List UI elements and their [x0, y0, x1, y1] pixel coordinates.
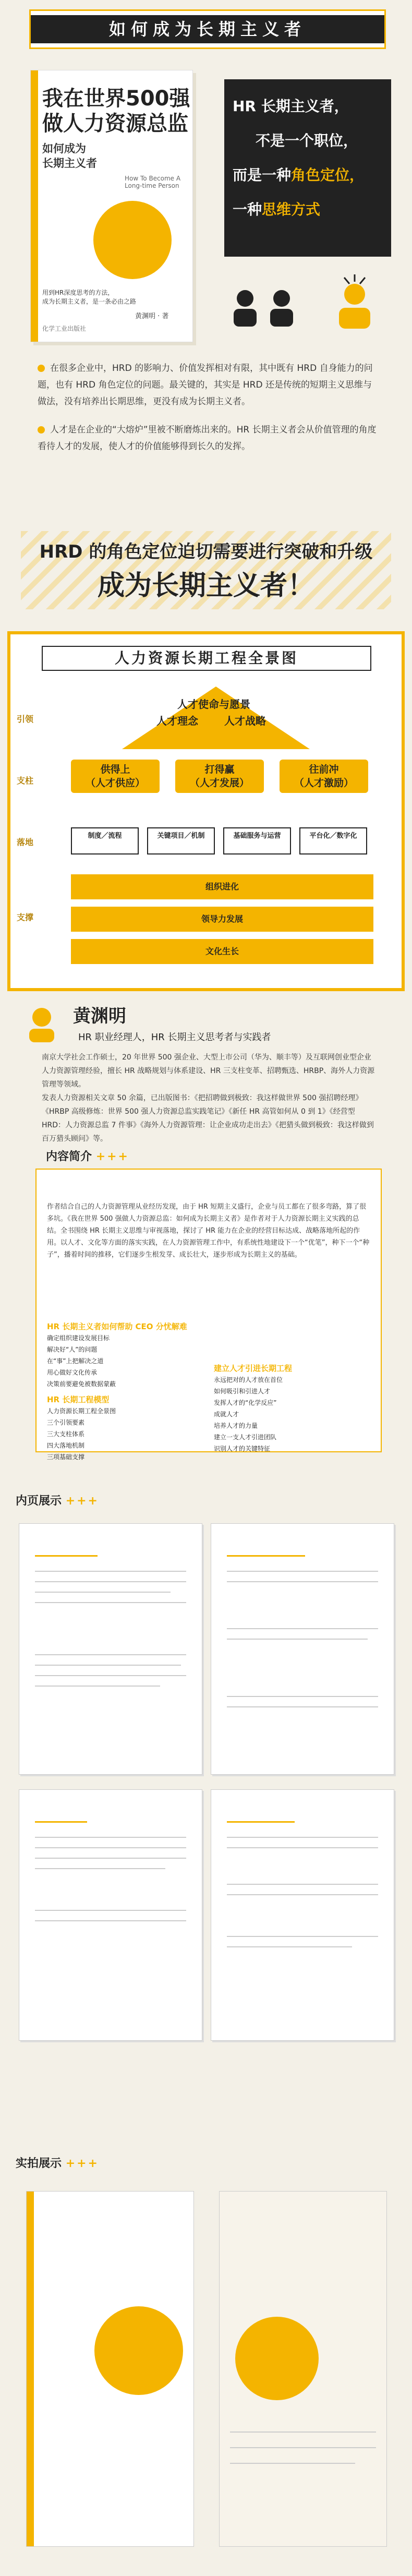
- book-press: 化学工业出版社: [42, 325, 87, 332]
- bullet-icon: [38, 365, 45, 372]
- photo-book-open: [219, 2191, 387, 2547]
- preview-page-1: [19, 1523, 202, 1775]
- pillar-supply: 供得上 （人才供应）: [71, 760, 160, 793]
- photos-head: 实拍展示 +++: [16, 2157, 99, 2170]
- pillar-develop: 打得赢 （人才发展）: [175, 760, 264, 793]
- triangle-item-2: 人才理念: [156, 715, 198, 727]
- ground-item-1: 制度／流程: [71, 827, 139, 854]
- pillar-motivate: 往前冲 （人才激励）: [280, 760, 368, 793]
- author-avatar-icon: [21, 1002, 63, 1043]
- person-idea-icon: [323, 272, 386, 335]
- intro-paragraph-2: 人才是在企业的“大熔炉”里被不断磨炼出来的。HR 长期主义者会从价值管理的角度看待人才的发展，使人才的价值能够得到长久的发挥。: [38, 425, 377, 452]
- author-section: [21, 1002, 391, 1143]
- label-support: 支撑: [17, 912, 34, 922]
- content-head: 内容简介 +++: [46, 1150, 129, 1163]
- preview-page-3: [19, 1789, 202, 2041]
- hero-section: [0, 58, 412, 351]
- support-bar-3: 文化生长: [71, 939, 373, 964]
- diagram-title: 人力资源长期工程全景图: [42, 646, 371, 671]
- label-pillar: 支柱: [17, 776, 34, 786]
- bullet-icon: [38, 426, 45, 434]
- label-ground: 落地: [17, 837, 34, 847]
- author-name: 黄渊明: [73, 1006, 126, 1027]
- title-banner: [29, 9, 386, 49]
- list-right: 建立人才引进长期工程 永远把对的人才放在首位 如何吸引和引进人才 发挥人才的“化学反应” 成就人才 培养人才的力量 建立一支人才引进团队 识别人才的关键特征: [214, 1364, 293, 1452]
- ground-item-2: 关键项目／机制: [147, 827, 215, 854]
- photo-book-front: [26, 2191, 194, 2547]
- preview-page-4: [211, 1789, 394, 2041]
- book-english-title: How To Become A Long-time Person: [125, 175, 181, 189]
- banner-title: 如何成为长期主义者: [31, 15, 384, 43]
- book-spine: [31, 70, 38, 342]
- support-bar-2: 领导力发展: [71, 907, 373, 932]
- position-line-3: 而是一种角色定位，: [233, 166, 365, 184]
- position-statement: [224, 79, 391, 257]
- label-lead: 引领: [17, 714, 34, 724]
- preview-page-2: [211, 1523, 394, 1775]
- preview-head: 内页展示 +++: [16, 1494, 99, 1508]
- support-bar-1: 组织进化: [71, 874, 373, 899]
- position-line-4: 一种思维方式: [233, 201, 321, 218]
- cover-circle-graphic: [93, 201, 172, 279]
- book-title: 我在世界500强 做人力资源总监: [42, 87, 190, 136]
- author-role: HR 职业经理人，HR 长期主义思考者与实践者: [78, 1032, 271, 1043]
- book-blurb: 用到HR深度思考的方法， 成为长期主义者，是一条必由之路: [42, 289, 137, 305]
- content-text: 作者结合自己的人力资源管理从业经历发现，由于 HR 短期主义盛行，企业与员工都在了很多弯路，算了很多坑。《我在世界 500 强做人力资源总监：如何成为长期主义者》是作者对于人力资源长期主义实践的总结。全书围绕 HR 长期主义思维与审视落地，探讨了 HR 能力在企业的经营目标达成、战略落地所起的作用。以人才、文化等方面的落实实践，在人力资源管理工作中，有系统性地建设下一个“优笔”，种下一个“种子”，播着时间的推移，它们逐步生根发芽、成长壮大，逐步形成为长期主义的基础。: [47, 1203, 370, 1259]
- author-bio: 南京大学社会工作硕士，20 年世界 500 强企业、大型上市公司（华为、顺丰等）及互联网创业型企业人力资源管理经验，擅长 HR 战略规划与体系建设、HR 三支柱变革、招聘甄选、HRBP、海外人力资源管理等领域。 发表人力资源相关文章 50 余篇，已出版图书：《把招聘做到极致：我这样做世界 500 强招聘经理》《HRBP 高级修炼：世界 500 强人力资源总监实践笔记》《新任 HR 高管如何从 0 到 1》《经营型 HRD：人力资源总监 7 件事》《海外人力资源管理：让企业成功走出去》《把猎头做到极致：我这样做到百万猎头顾问》等。: [42, 1053, 375, 1143]
- book-cover: [30, 70, 193, 342]
- triangle-item-1: 人才使命与愿景: [177, 698, 250, 711]
- position-line-1: HR 长期主义者，: [233, 98, 349, 115]
- content-intro-section: [15, 1148, 397, 1461]
- triangle-item-3: 人才战略: [224, 715, 266, 727]
- intro-section: [38, 360, 380, 466]
- panorama-diagram: [7, 631, 405, 991]
- content-card: [35, 1169, 382, 1461]
- slogan-line-2: 成为长期主义者！: [97, 570, 314, 601]
- intro-paragraph-1: 在很多企业中，HRD 的影响力、价值发挥相对有限，其中既有 HRD 自身能力的问题，也有 HRD 角色定位的问题。最关键的，其实是 HRD 还是传统的短期主义思维与做法，没有培养出长期思维，更没有成为长期主义者。: [38, 363, 373, 407]
- team-people-icon: [224, 278, 302, 335]
- ground-item-3: 基础服务与运营: [223, 827, 291, 854]
- list-left: HR 长期主义者如何帮助 CEO 分忧解难 确定组织建设发展目标 解决好“人”的问题 在“事”上把解决之道 用心做好文化传承 决策前要避免被数据蒙蔽 HR 长期工程模型 人力资源长期工程全景图 三个引领要素 三大支柱体系 四大落地机制 三项基础支撑: [47, 1322, 187, 1461]
- book-author: 黄渊明 · 著: [135, 312, 169, 320]
- slogan-line-1: HRD 的角色定位迫切需要进行突破和升级: [39, 541, 373, 562]
- ground-item-4: 平台化／数字化: [299, 827, 367, 854]
- book-subtitle: 如何成为 长期主义者: [42, 142, 97, 170]
- position-line-2: 不是一个职位，: [256, 132, 358, 149]
